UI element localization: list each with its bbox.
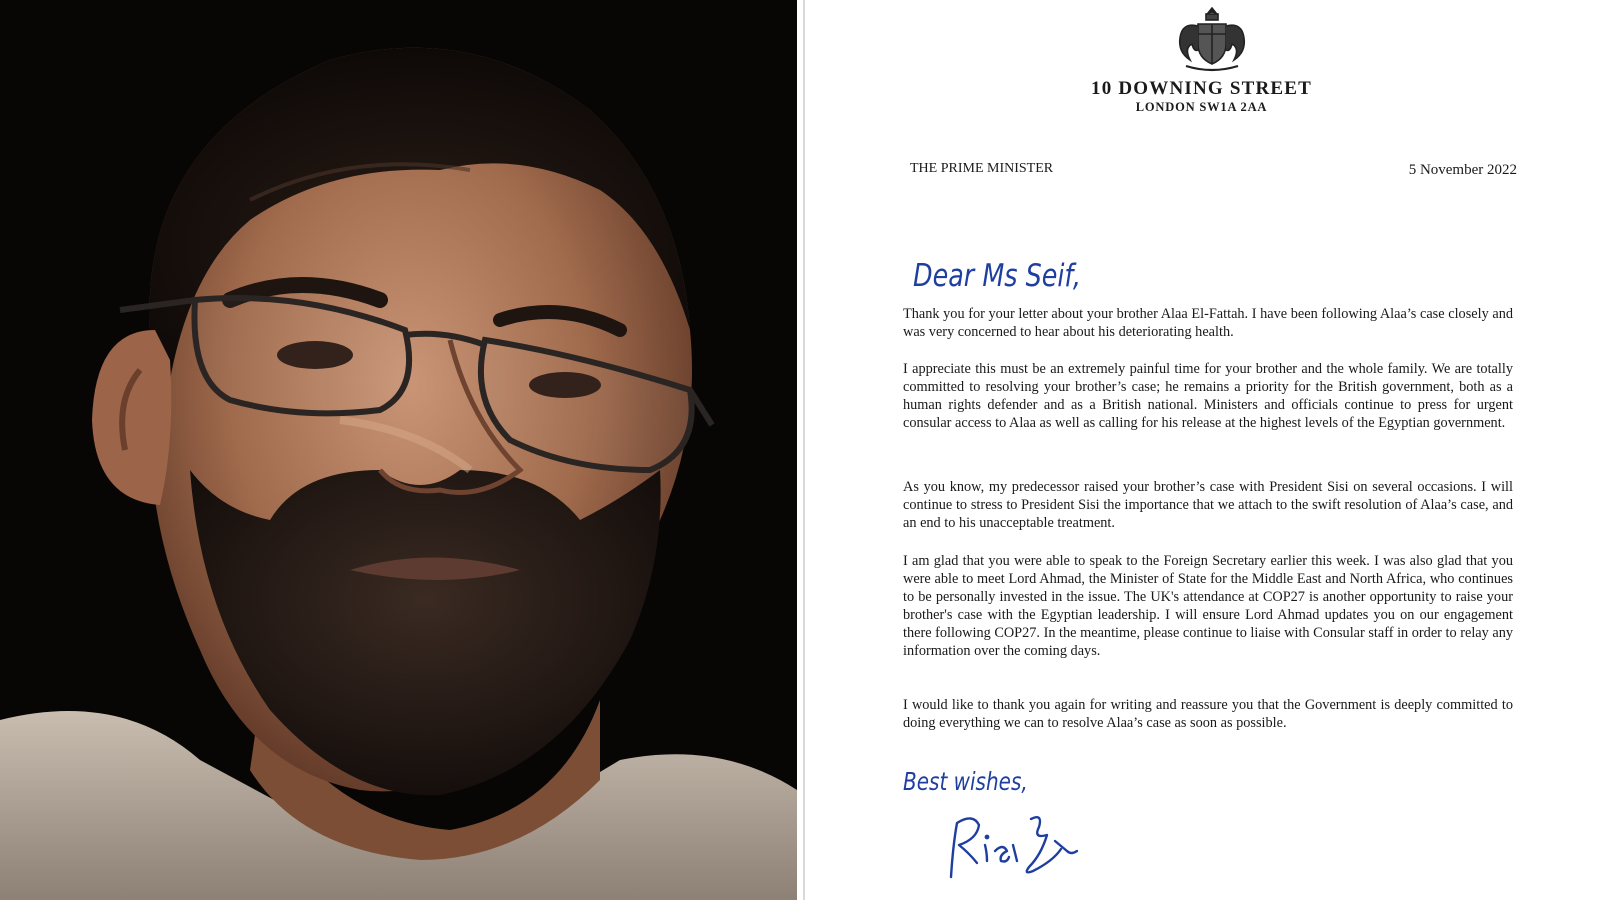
sender-title: THE PRIME MINISTER [910,161,1054,176]
handwritten-signature [943,805,1083,885]
letter-paragraph: I appreciate this must be an extremely painful time for your brother and the whole family. We are totally committed to resolving your brother’s case; he remains a priority for the British government, both as a human rights defender and as a British national. Ministers and officials continue to press for urgent consular access to Alaa as well as calling for his release at the highest levels of the Egyptian government. [903,361,1513,432]
handwritten-salutation: Dear Ms Seif, [913,258,1082,294]
letter-paragraph: As you know, my predecessor raised your brother’s case with President Sisi on several occasions. I will continue to stress to President Sisi the importance that we attach to the swift resolution of Alaa’s case, and an end to his unacceptable treatment. [903,479,1513,532]
address-line-2: LONDON SW1A 2AA [1135,100,1268,114]
letter-paragraph: I am glad that you were able to speak to the Foreign Secretary earlier this week. I was also glad that you were able to meet Lord Ahmad, the Minister of State for the Middle East and North Africa, who continues to be personally invested in the issue. The UK's attendance at COP27 is another opportunity to raise your brother's case with the Egyptian leadership. I will ensure Lord Ahmad updates you on our engagement there following COP27. In the meantime, please continue to liaise with Consular staff in order to relay any information over the coming days. [903,553,1513,660]
letter-paragraph: Thank you for your letter about your brother Alaa El-Fattah. I have been following Alaa’s case closely and was very concerned to hear about his deteriorating health. [903,306,1513,341]
letter-page [803,0,1600,900]
address-line-1: 10 DOWNING STREET [1091,78,1312,99]
portrait-illustration [0,0,797,900]
letter-edge [803,0,805,900]
royal-crest-icon [1168,4,1256,76]
portrait-photo [0,0,797,900]
handwritten-closing: Best wishes, [903,767,1028,796]
letter-date: 5 November 2022 [1408,162,1517,178]
letter-paragraph: I would like to thank you again for writing and reassure you that the Government is deeply committed to doing everything we can to resolve Alaa’s case as soon as possible. [903,697,1513,732]
